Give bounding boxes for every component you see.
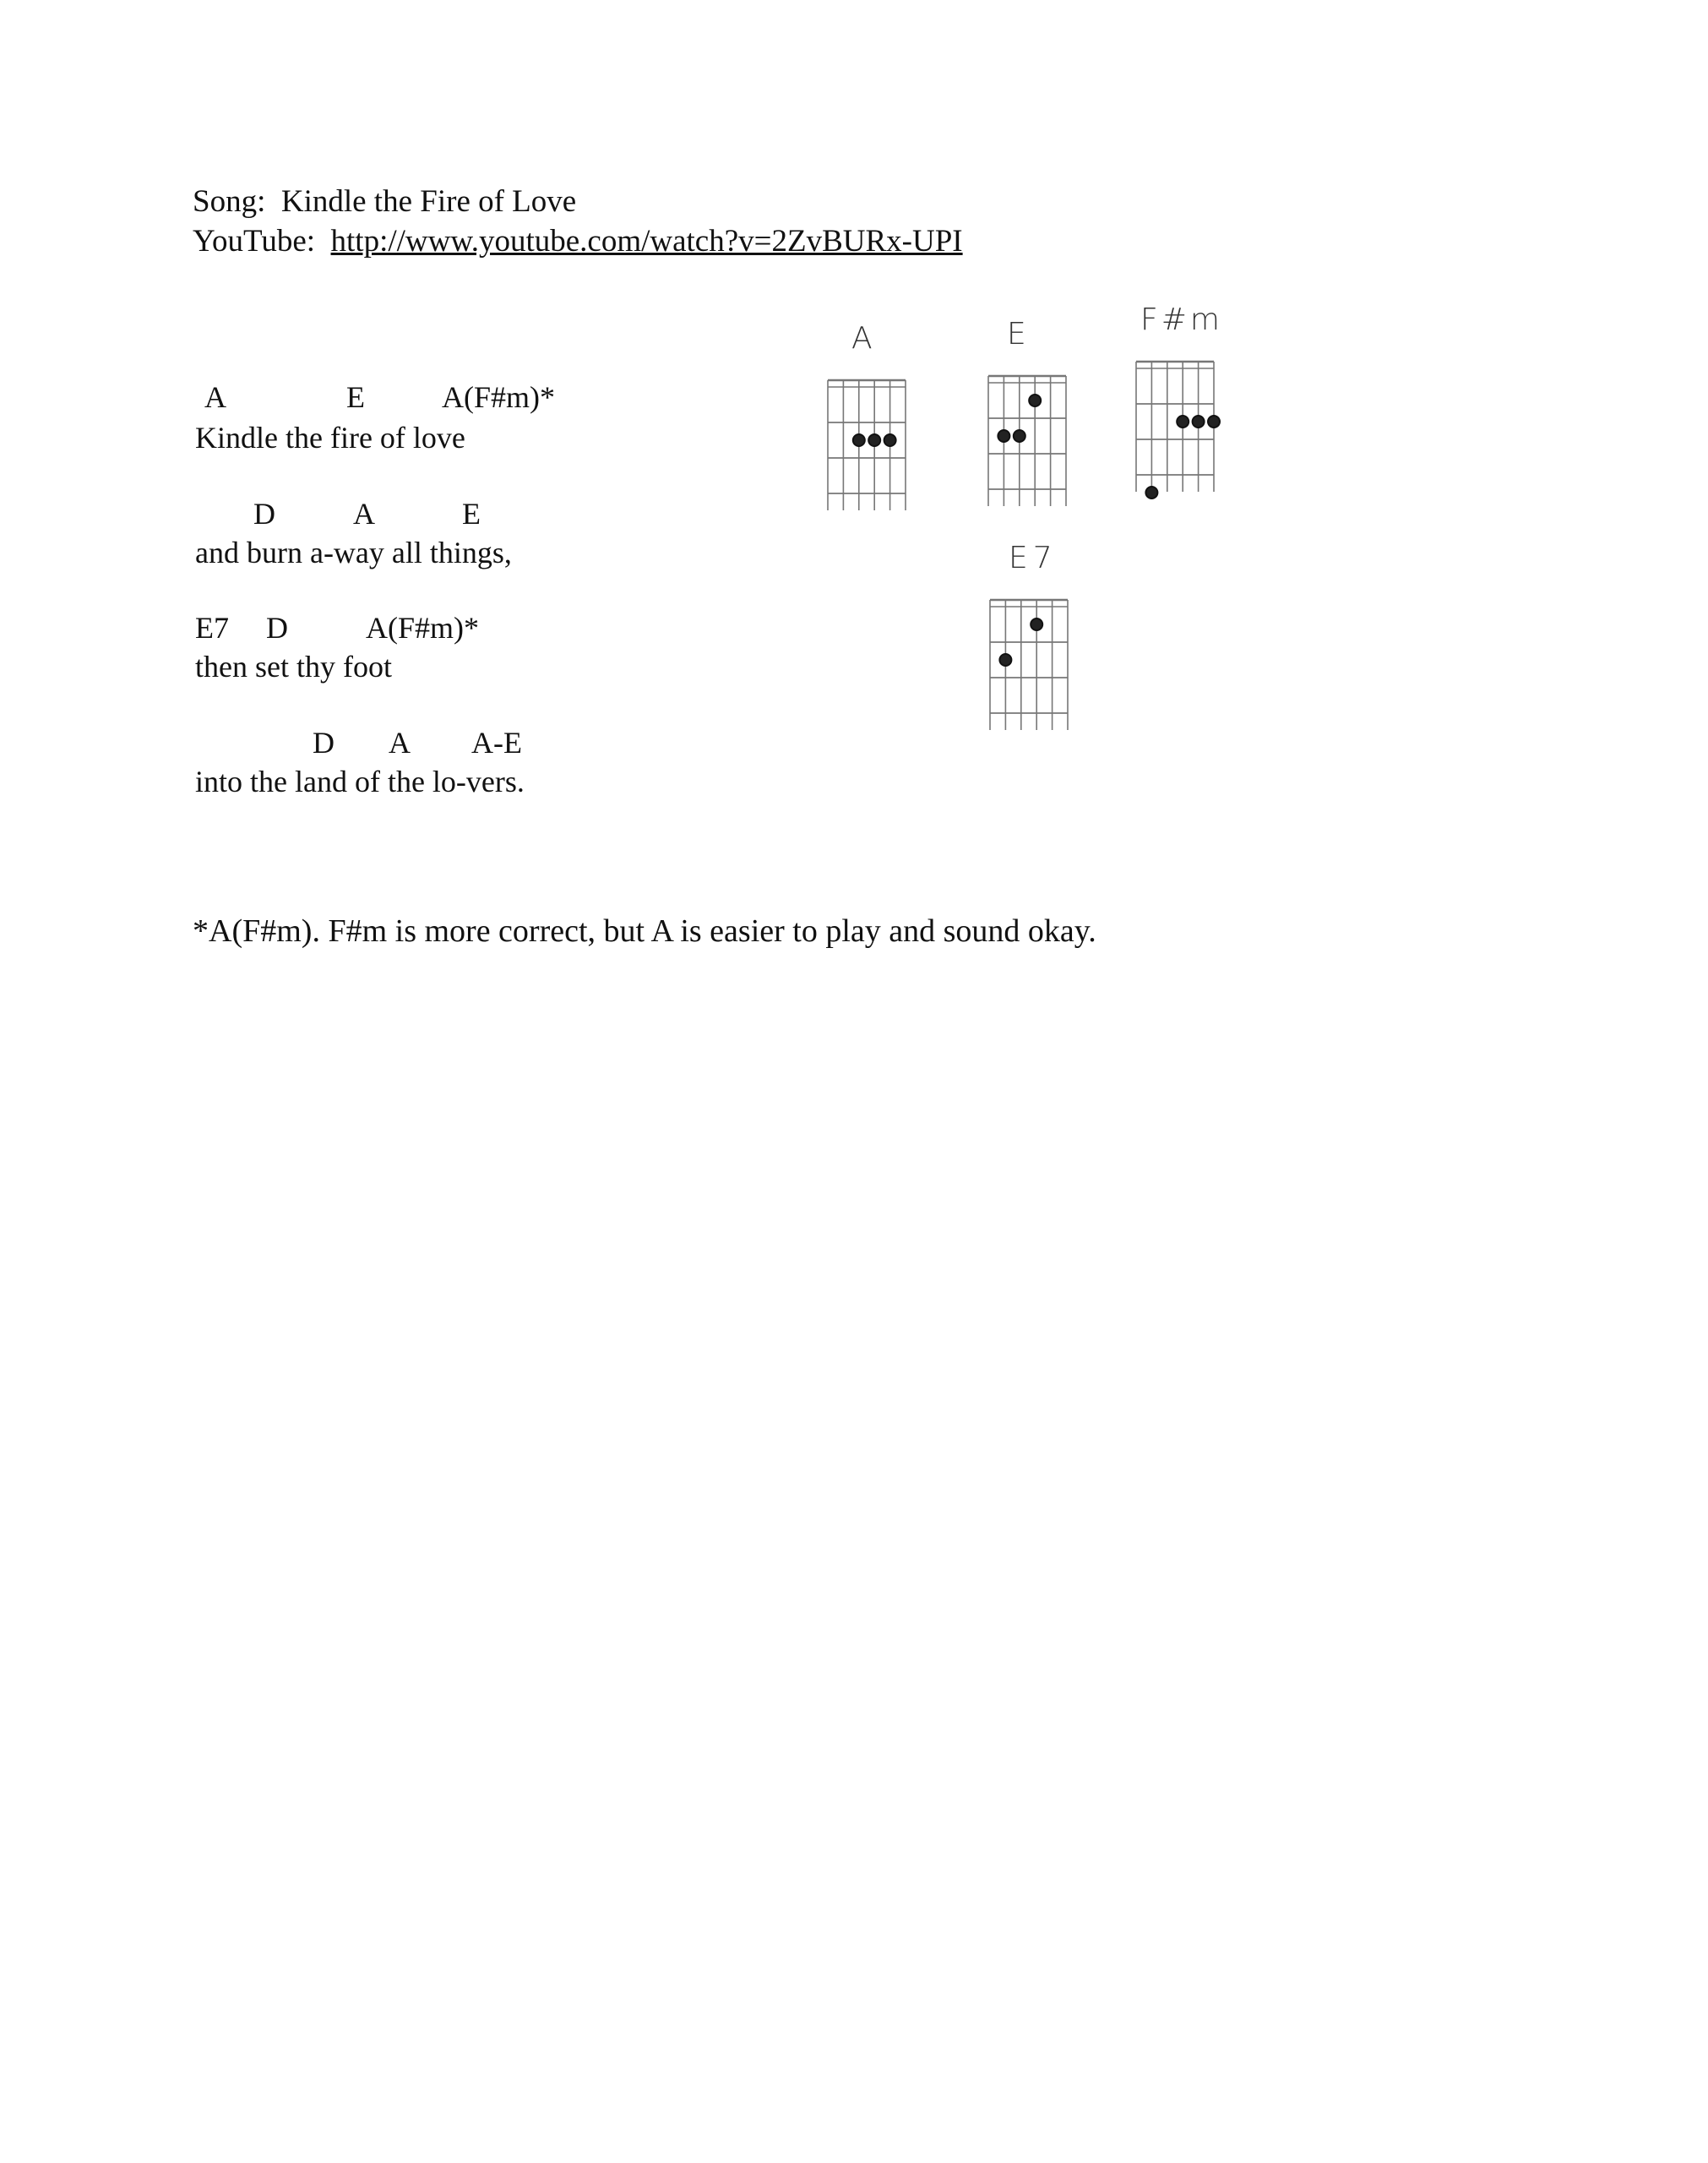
chord-grid — [988, 317, 1091, 540]
lyric-line: then set thy foot — [195, 650, 392, 684]
chord-grid — [1136, 302, 1239, 526]
chord: A — [204, 380, 226, 414]
youtube-link[interactable]: http://www.youtube.com/watch?v=2ZvBURx-UPI — [330, 224, 963, 259]
finger-dot — [1014, 430, 1025, 442]
finger-dot — [1177, 416, 1189, 428]
youtube-line — [193, 223, 963, 260]
finger-dot — [868, 434, 880, 446]
chord-diagram-label: E — [1007, 317, 1026, 351]
chord-grid — [990, 541, 1093, 764]
finger-dot — [884, 434, 896, 446]
footnote: *A(F#m). F#m is more correct, but A is easier to play and sound okay. — [193, 913, 1096, 949]
finger-dot — [1029, 395, 1041, 406]
chord: D — [253, 497, 275, 531]
chord-diagram-label: E7 — [1009, 541, 1058, 575]
finger-dot — [1031, 618, 1042, 630]
chord: A — [389, 726, 411, 760]
song-label: Song: — [193, 184, 266, 219]
finger-dot — [1208, 416, 1220, 428]
chord-diagram-label: F#m — [1140, 302, 1223, 337]
chord: A-E — [471, 726, 522, 760]
song-line — [193, 183, 576, 221]
finger-dot — [853, 434, 865, 446]
finger-dot — [1145, 487, 1157, 499]
finger-dot — [998, 430, 1009, 442]
chord: E — [346, 380, 365, 414]
chord-diagram-label: A — [851, 321, 873, 356]
lyric-line: Kindle the fire of love — [195, 421, 465, 455]
youtube-label: YouTube: — [193, 224, 316, 259]
chord: A(F#m)* — [366, 611, 479, 645]
chord: A — [353, 497, 375, 531]
chord: A(F#m)* — [442, 380, 555, 414]
lyric-line: and burn a-way all things, — [195, 536, 512, 569]
chord-grid — [828, 321, 931, 544]
finger-dot — [999, 654, 1011, 666]
lyric-line: into the land of the lo-vers. — [195, 765, 525, 798]
chord: E7 — [195, 611, 229, 645]
chord: D — [313, 726, 335, 760]
chord: D — [266, 611, 288, 645]
chord: E — [462, 497, 481, 531]
finger-dot — [1193, 416, 1205, 428]
song-title: Kindle the Fire of Love — [280, 184, 577, 219]
